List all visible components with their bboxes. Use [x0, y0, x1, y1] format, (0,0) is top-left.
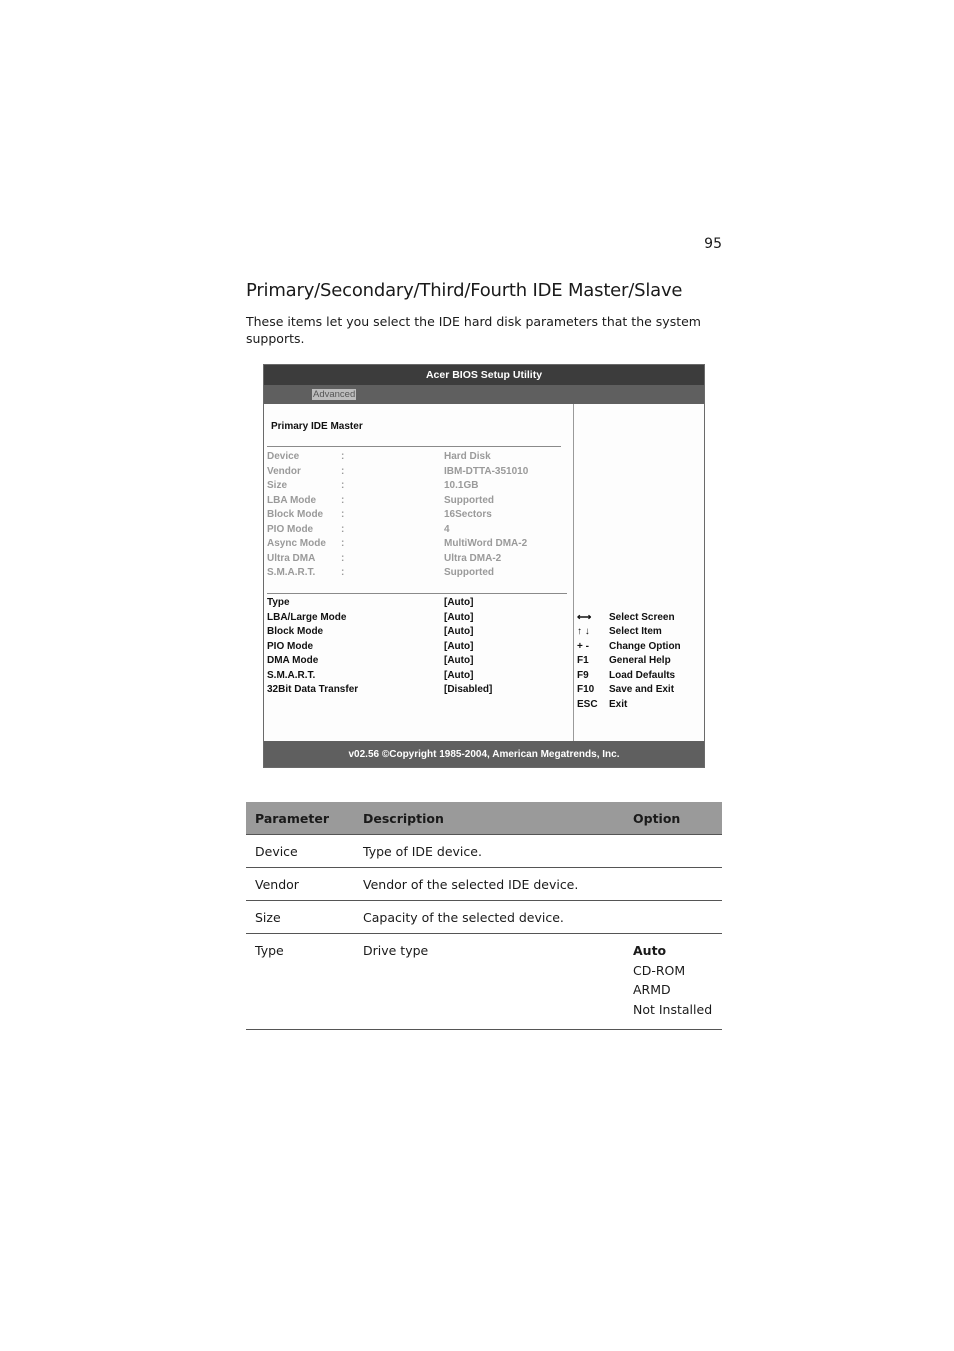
- option-row-dma-mode[interactable]: [267, 655, 567, 669]
- parameter-cell: Device: [246, 835, 354, 868]
- key-help-key: F9: [577, 669, 589, 681]
- info-label: Size: [267, 480, 288, 491]
- option-label: Block Mode: [267, 626, 324, 637]
- parameter-table: [246, 802, 722, 1030]
- info-colon: :: [341, 480, 345, 491]
- info-value: Supported: [444, 567, 494, 578]
- option-default-value: Auto: [633, 943, 667, 958]
- option-label: Type: [267, 597, 290, 608]
- info-row-smart: [267, 567, 567, 581]
- key-help-key: F10: [577, 684, 595, 695]
- description-cell: Capacity of the selected device.: [354, 901, 624, 934]
- option-label: S.M.A.R.T.: [267, 669, 316, 681]
- column-header-option: Option: [624, 802, 722, 835]
- bios-help-panel: [574, 404, 704, 741]
- info-label: S.M.A.R.T.: [267, 567, 316, 578]
- key-help-key: + -: [577, 640, 589, 652]
- info-value: 10.1GB: [444, 480, 479, 491]
- info-label: LBA Mode: [267, 494, 317, 506]
- option-value[interactable]: [Auto]: [444, 669, 474, 681]
- key-help-desc: General Help: [609, 655, 671, 666]
- key-help-desc: Exit: [609, 698, 628, 710]
- table-row: [246, 835, 722, 868]
- option-label: LBA/Large Mode: [267, 611, 347, 623]
- option-row-pio-mode[interactable]: [267, 641, 567, 655]
- bios-menu-bar: [264, 385, 704, 404]
- parameter-cell: Size: [246, 901, 354, 934]
- description-cell: Type of IDE device.: [354, 835, 624, 868]
- info-colon: :: [341, 552, 345, 564]
- option-value: Not Installed: [633, 1001, 713, 1017]
- parameter-cell: Vendor: [246, 868, 354, 901]
- info-value: Ultra DMA-2: [444, 552, 502, 564]
- option-row-block-mode[interactable]: [267, 626, 567, 640]
- info-value: Supported: [444, 494, 494, 506]
- option-label: PIO Mode: [267, 640, 314, 652]
- info-label: PIO Mode: [267, 523, 314, 535]
- info-label: Async Mode: [267, 538, 326, 549]
- info-value: MultiWord DMA-2: [444, 538, 528, 549]
- option-value[interactable]: [Auto]: [444, 655, 474, 666]
- option-cell: [624, 868, 722, 901]
- info-colon: :: [341, 523, 345, 535]
- info-row-device: [267, 451, 567, 465]
- option-value[interactable]: [Auto]: [444, 611, 474, 623]
- bios-title-bar: Acer BIOS Setup Utility: [264, 365, 704, 385]
- info-colon: :: [341, 567, 345, 578]
- key-help-desc: Select Screen: [609, 611, 675, 623]
- option-cell: [624, 901, 722, 934]
- info-colon: :: [341, 451, 345, 462]
- option-row-smart[interactable]: [267, 670, 567, 684]
- divider: [267, 593, 567, 594]
- option-label: DMA Mode: [267, 655, 319, 666]
- bios-copyright-footer: v02.56 ©Copyright 1985-2004, American Megatrends, Inc.: [264, 741, 704, 767]
- info-value: 16Sectors: [444, 509, 492, 520]
- bios-section-title: Primary IDE Master: [271, 421, 363, 432]
- info-value: IBM-DTTA-351010: [444, 465, 529, 477]
- description-cell: Drive type: [354, 934, 624, 1030]
- bios-main-panel: [264, 404, 574, 741]
- option-value: ARMD: [633, 982, 671, 997]
- column-header-parameter: Parameter: [246, 802, 354, 835]
- option-value[interactable]: [Auto]: [444, 626, 474, 637]
- option-label: 32Bit Data Transfer: [267, 684, 359, 695]
- option-value[interactable]: [Disabled]: [444, 684, 493, 695]
- info-row-lba-mode: [267, 495, 567, 509]
- info-row-async-mode: [267, 538, 567, 552]
- info-label: Block Mode: [267, 509, 324, 520]
- up-down-arrow-icon: ↑ ↓: [577, 626, 590, 637]
- description-cell: Vendor of the selected IDE device.: [354, 868, 624, 901]
- key-help-desc: Change Option: [609, 640, 681, 652]
- option-row-lba-large-mode[interactable]: [267, 612, 567, 626]
- info-label: Vendor: [267, 465, 301, 477]
- key-help-key: F1: [577, 655, 589, 666]
- option-value: CD-ROM: [633, 962, 686, 978]
- table-header-row: [246, 802, 722, 835]
- info-colon: :: [341, 538, 345, 549]
- option-cell: [624, 934, 722, 1030]
- column-header-description: Description: [354, 802, 624, 835]
- tab-advanced[interactable]: Advanced: [313, 389, 356, 400]
- key-help-key: ESC: [577, 698, 598, 710]
- key-help-desc: Save and Exit: [609, 684, 675, 695]
- table-row: [246, 901, 722, 934]
- info-value: 4: [444, 523, 450, 535]
- info-label: Device: [267, 451, 300, 462]
- key-help-desc: Select Item: [609, 626, 662, 637]
- info-value: Hard Disk: [444, 451, 491, 462]
- section-heading: Primary/Secondary/Third/Fourth IDE Master/Slave: [246, 280, 683, 301]
- page-number: 95: [704, 236, 722, 252]
- table-row: [246, 934, 722, 1030]
- info-colon: :: [341, 494, 345, 506]
- divider: [267, 446, 561, 447]
- info-row-block-mode: [267, 509, 567, 523]
- bios-screenshot: [263, 364, 705, 768]
- info-colon: :: [341, 465, 345, 477]
- left-right-arrow-icon: ⟷: [577, 611, 592, 623]
- info-row-size: [267, 480, 567, 494]
- option-value[interactable]: [Auto]: [444, 640, 474, 652]
- parameter-cell: Type: [246, 934, 354, 1030]
- info-row-vendor: [267, 466, 567, 480]
- key-help-desc: Load Defaults: [609, 669, 676, 681]
- option-row-32bit-data-transfer[interactable]: [267, 684, 567, 698]
- table-row: [246, 868, 722, 901]
- intro-paragraph: These items let you select the IDE hard disk parameters that the system supports.: [246, 314, 701, 346]
- option-cell: [624, 835, 722, 868]
- option-row-type[interactable]: [267, 597, 567, 611]
- info-label: Ultra DMA: [267, 552, 316, 564]
- info-row-pio-mode: [267, 524, 567, 538]
- info-row-ultra-dma: [267, 553, 567, 567]
- info-colon: :: [341, 509, 345, 520]
- option-value[interactable]: [Auto]: [444, 597, 474, 608]
